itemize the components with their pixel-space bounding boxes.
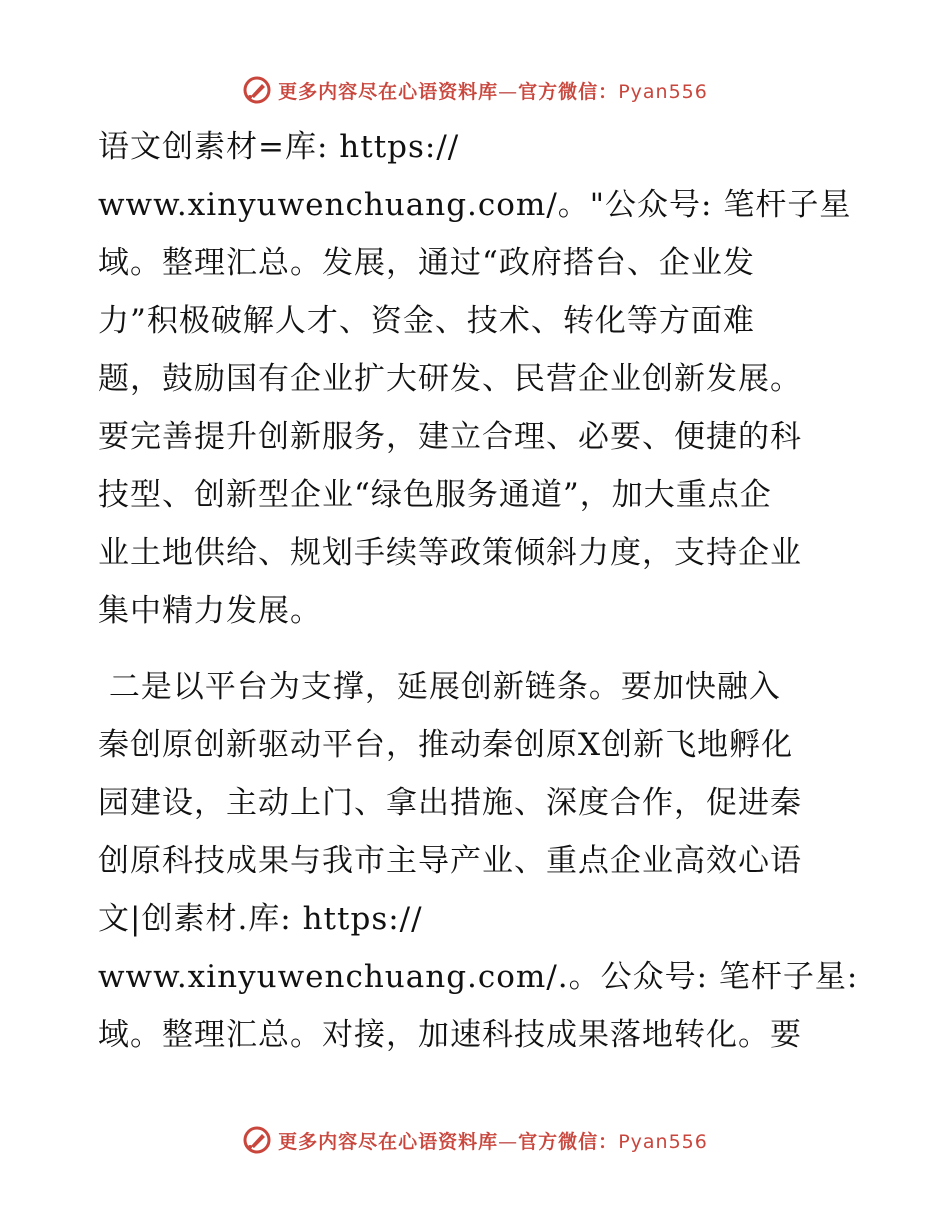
text-line: 语文创素材=库: https:// <box>98 129 460 165</box>
text-line: www.xinyuwenchuang.com/。"公众号: 笔杆子星 <box>98 187 852 223</box>
pen-nib-logo-icon <box>242 1125 272 1155</box>
watermark-text <box>278 1127 708 1154</box>
watermark-site-text: 更多内容尽在心语资料库 <box>278 1130 499 1153</box>
watermark-wechat-label: 官方微信： <box>518 1130 619 1153</box>
pen-nib-logo-icon <box>242 75 272 105</box>
watermark-wechat-label: 官方微信： <box>518 80 619 103</box>
text-line: 园建设，主动上门、拿出措施、深度合作，促进秦 <box>98 785 802 821</box>
paragraph-spacer <box>98 640 858 658</box>
text-line: 集中精力发展。 <box>98 593 322 629</box>
text-line: www.xinyuwenchuang.com/.。公众号: 笔杆子星: <box>98 959 858 995</box>
text-line: 业土地供给、规划手续等政策倾斜力度，支持企业 <box>98 535 802 571</box>
text-line: 域。整理汇总。对接，加速科技成果落地转化。要 <box>98 1017 802 1053</box>
header-watermark <box>0 70 950 110</box>
text-line: 秦创原创新驱动平台，推动秦创原X创新飞地孵化 <box>98 727 794 763</box>
watermark-dash: — <box>498 1130 519 1153</box>
watermark-wechat-id: Pyan556 <box>618 80 708 103</box>
text-line: 要完善提升创新服务，建立合理、必要、便捷的科 <box>98 419 802 455</box>
watermark-site-text: 更多内容尽在心语资料库 <box>278 80 499 103</box>
text-line: 技型、创新型企业“绿色服务通道”，加大重点企 <box>98 477 772 513</box>
watermark-dash: — <box>498 80 519 103</box>
text-line: 文|创素材.库: https:// <box>98 901 423 937</box>
document-body <box>98 118 858 1064</box>
watermark-text <box>278 77 708 104</box>
text-line: 创原科技成果与我市主导产业、重点企业高效心语 <box>98 843 802 879</box>
text-line: 力”积极破解人才、资金、技术、转化等方面难 <box>98 303 755 339</box>
paragraph-2 <box>98 658 858 1064</box>
watermark-wechat-id: Pyan556 <box>618 1130 708 1153</box>
text-line: 二是以平台为支撑，延展创新链条。要加快融入 <box>98 669 781 705</box>
paragraph-1 <box>98 118 858 640</box>
text-line: 域。整理汇总。发展，通过“政府搭台、企业发 <box>98 245 755 281</box>
footer-watermark <box>0 1120 950 1160</box>
text-line: 题，鼓励国有企业扩大研发、民营企业创新发展。 <box>98 361 802 397</box>
